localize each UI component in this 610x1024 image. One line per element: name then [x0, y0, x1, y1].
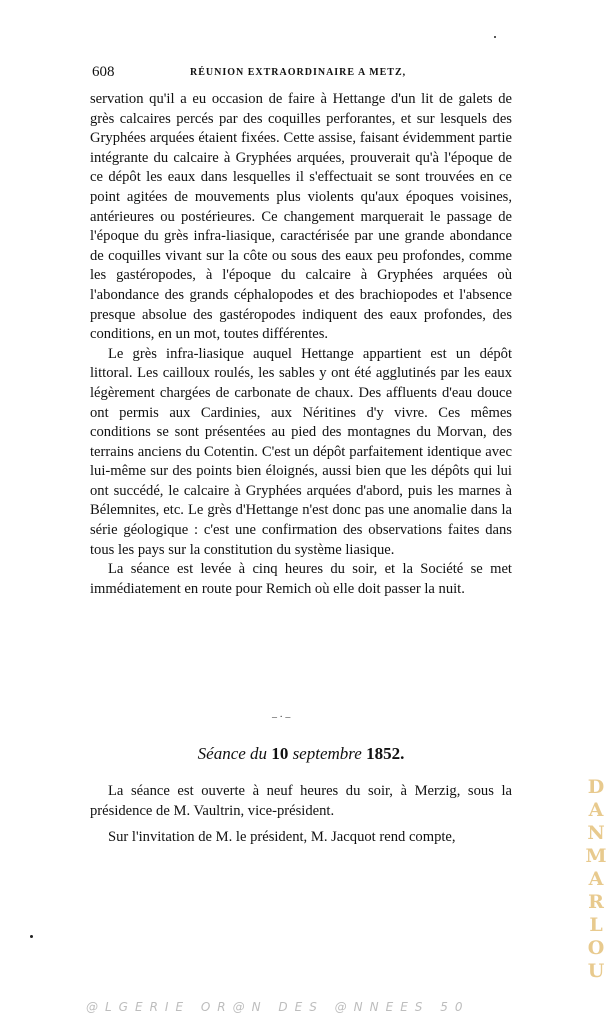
scan-speck: [30, 935, 33, 938]
watermark-letter: O: [587, 937, 605, 959]
paragraph-invitation: Sur l'invitation de M. le président, M. Jacquot rend compte,: [108, 829, 456, 845]
section-title-month: septembre: [292, 744, 362, 763]
section-title-day: 10: [271, 744, 289, 763]
page-header: [92, 64, 512, 82]
paragraph-continued: servation qu'il a eu occasion de faire à Hettange d'un lit de galets de grès calcaires percés par des coquilles perforantes, et sur lesquels des Gryphées arquées étaient fixées. Cette assise, faisant évidemment partie intégrante du calcaire à Gryphées arquées, prouverait qu'à l'époque de ce dépôt les eaux dans lesquelles il s'effectuait se sont trouvées en ce point agitées de mouvements plus violents qu'aux époques voisines, antérieures ou postérieures. Ce changement marquerait le passage de l'époque du grès infra-liasique, caractérisée par une grande abondance de coquilles vivant sur la côte ou sous des eaux peu profondes, comme les gastéropodes, à l'époque du calcaire à Gryphées arquées où l'abondance des grands céphalopodes et des brachiopodes et l'absence presque absolue des gastéropodes indiquent des eaux profondes, des conditions, en un mot, toutes différentes.: [90, 91, 512, 343]
watermark-letter: A: [588, 868, 604, 890]
watermark-letter: L: [589, 914, 603, 936]
bottom-watermark: @LGERIE OR@N DES @NNEES 50: [86, 1000, 470, 1014]
running-head: RÉUNION EXTRAORDINAIRE A METZ,: [190, 67, 407, 78]
paragraph-gres-infra-liasique: Le grès infra-liasique auquel Hettange appartient est un dépôt littoral. Les cailloux roulés, les sables y ont été agglutinés par les eaux légèrement chargées de carbonate de chaux. Des affluents d'eau douce ont permis aux Cardinies, aux Néritines d'y vivre. Ces mêmes conditions se sont présentées au pied des montagnes du Morvan, des terrains anciens du Cotentin. C'est un dépôt parfaitement identique avec lui-même sur des points bien éloignés, aussi bien que les dépôts qui lui ont succédé, le calcaire à Gryphées arquées d'abord, puis les marnes à Bélemnites, etc. Le grès d'Hettange n'est donc pas une anomalie dans la série géologique : c'est une confirmation des observations faites dans tous les pays sur la constitution du système liasique.: [90, 345, 512, 558]
watermark-letter: A: [588, 799, 604, 821]
scan-speck: [494, 36, 496, 38]
section-separator: – · –: [272, 712, 291, 723]
section-title-prefix: Séance du: [197, 744, 268, 763]
watermark-letter: N: [587, 822, 605, 844]
page-number: 608: [92, 64, 115, 80]
watermark-letter: D: [587, 776, 605, 798]
section-title: [90, 744, 512, 764]
side-watermark: [583, 776, 609, 983]
watermark-letter: R: [588, 891, 604, 913]
paragraph-seance-ouverte: La séance est ouverte à neuf heures du soir, à Merzig, sous la présidence de M. Vaultrin, vice-président.: [90, 783, 512, 819]
paragraph-seance-levee: La séance est levée à cinq heures du soir, et la Société se met immédiatement en route pour Remich où elle doit passer la nuit.: [90, 561, 512, 597]
section-title-year: 1852.: [366, 744, 405, 763]
section-body: [90, 781, 512, 853]
watermark-letter: U: [587, 960, 605, 982]
body-text: [90, 90, 512, 599]
watermark-letter: M: [585, 845, 607, 867]
